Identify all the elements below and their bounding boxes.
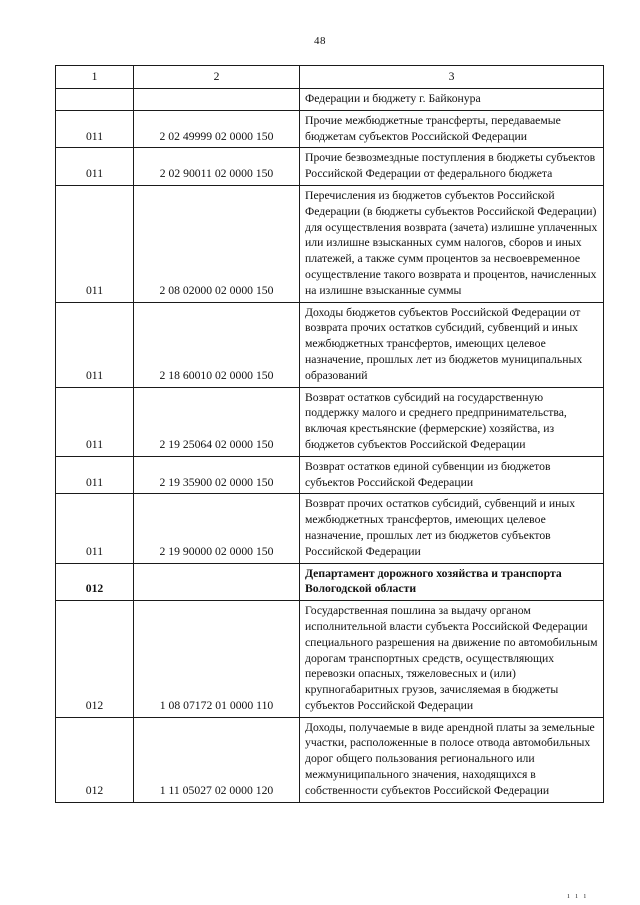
table-row (56, 387, 604, 456)
header-col-2: 2 (134, 66, 300, 89)
table-row (56, 110, 604, 148)
header-col-1: 1 (56, 66, 134, 89)
admin-code-cell: 011 (56, 185, 134, 302)
revenue-description-cell: Прочие межбюджетные трансферты, передаваемые бюджетам субъектов Российской Федерации (300, 110, 604, 148)
revenue-description-cell: Перечисления из бюджетов субъектов Российской Федерации (в бюджеты субъектов Российской Федерации) для осуществления возврата (зачета) излишне уплаченных или излишне взысканных сумм налогов, сборов и иных платежей, а также сумм процентов за несвоевременное осуществление такого возврата и процентов, начисленных на излишне взысканные суммы (300, 185, 604, 302)
table-row (56, 456, 604, 494)
admin-code-cell: 011 (56, 302, 134, 387)
table-row (56, 89, 604, 111)
revenue-description-cell: Прочие безвозмездные поступления в бюджеты субъектов Российской Федерации от федерального бюджета (300, 148, 604, 186)
page-number: 48 (314, 35, 326, 47)
revenue-description-cell: Возврат остатков единой субвенции из бюджетов субъектов Российской Федерации (300, 456, 604, 494)
table-row (56, 717, 604, 802)
revenue-description-cell: Федерации и бюджету г. Байконура (300, 89, 604, 111)
table-header-row (56, 66, 604, 89)
table-row (56, 302, 604, 387)
table-row (56, 148, 604, 186)
revenue-code-cell (134, 563, 300, 601)
revenue-code-cell: 2 19 90000 02 0000 150 (134, 494, 300, 563)
revenue-code-cell: 2 08 02000 02 0000 150 (134, 185, 300, 302)
revenue-description-cell: Возврат прочих остатков субсидий, субвенций и иных межбюджетных трансфертов, имеющих целевое назначение, прошлых лет из бюджетов субъектов Российской Федерации (300, 494, 604, 563)
admin-code-cell: 012 (56, 717, 134, 802)
admin-code-cell: 011 (56, 494, 134, 563)
table-row (56, 185, 604, 302)
revenue-code-cell: 2 19 35900 02 0000 150 (134, 456, 300, 494)
revenue-description-cell: Департамент дорожного хозяйства и транспорта Вологодской области (300, 563, 604, 601)
budget-codes-table (55, 65, 604, 803)
admin-code-cell (56, 89, 134, 111)
scan-mark: ı ı ı (567, 891, 588, 900)
admin-code-cell: 011 (56, 456, 134, 494)
revenue-code-cell: 2 18 60010 02 0000 150 (134, 302, 300, 387)
revenue-code-cell: 1 08 07172 01 0000 110 (134, 601, 300, 718)
table-row (56, 563, 604, 601)
admin-code-cell: 012 (56, 563, 134, 601)
admin-code-cell: 012 (56, 601, 134, 718)
revenue-code-cell: 2 19 25064 02 0000 150 (134, 387, 300, 456)
admin-code-cell: 011 (56, 387, 134, 456)
table-row (56, 601, 604, 718)
revenue-code-cell: 2 02 49999 02 0000 150 (134, 110, 300, 148)
admin-code-cell: 011 (56, 110, 134, 148)
revenue-code-cell: 2 02 90011 02 0000 150 (134, 148, 300, 186)
revenue-description-cell: Доходы бюджетов субъектов Российской Федерации от возврата прочих остатков субсидий, субвенций и иных межбюджетных трансфертов, имеющих целевое назначение, прошлых лет из бюджетов муниципальных образований (300, 302, 604, 387)
revenue-description-cell: Государственная пошлина за выдачу органом исполнительной власти субъекта Российской Федерации специального разрешения на движение по автомобильным дорогам транспортных средств, осуществляющих перевозки опасных, тяжеловесных и (или) крупногабаритных грузов, зачисляемая в бюджеты субъектов Российской Федерации (300, 601, 604, 718)
revenue-code-cell (134, 89, 300, 111)
admin-code-cell: 011 (56, 148, 134, 186)
revenue-description-cell: Возврат остатков субсидий на государственную поддержку малого и среднего предпринимательства, включая крестьянские (фермерские) хозяйства, из бюджетов субъектов Российской Федерации (300, 387, 604, 456)
header-col-3: 3 (300, 66, 604, 89)
table-row (56, 494, 604, 563)
revenue-code-cell: 1 11 05027 02 0000 120 (134, 717, 300, 802)
revenue-description-cell: Доходы, получаемые в виде арендной платы за земельные участки, расположенные в полосе отвода автомобильных дорог общего пользования регионального или межмуниципального значения, находящихся в собственности субъектов Российской Федерации (300, 717, 604, 802)
